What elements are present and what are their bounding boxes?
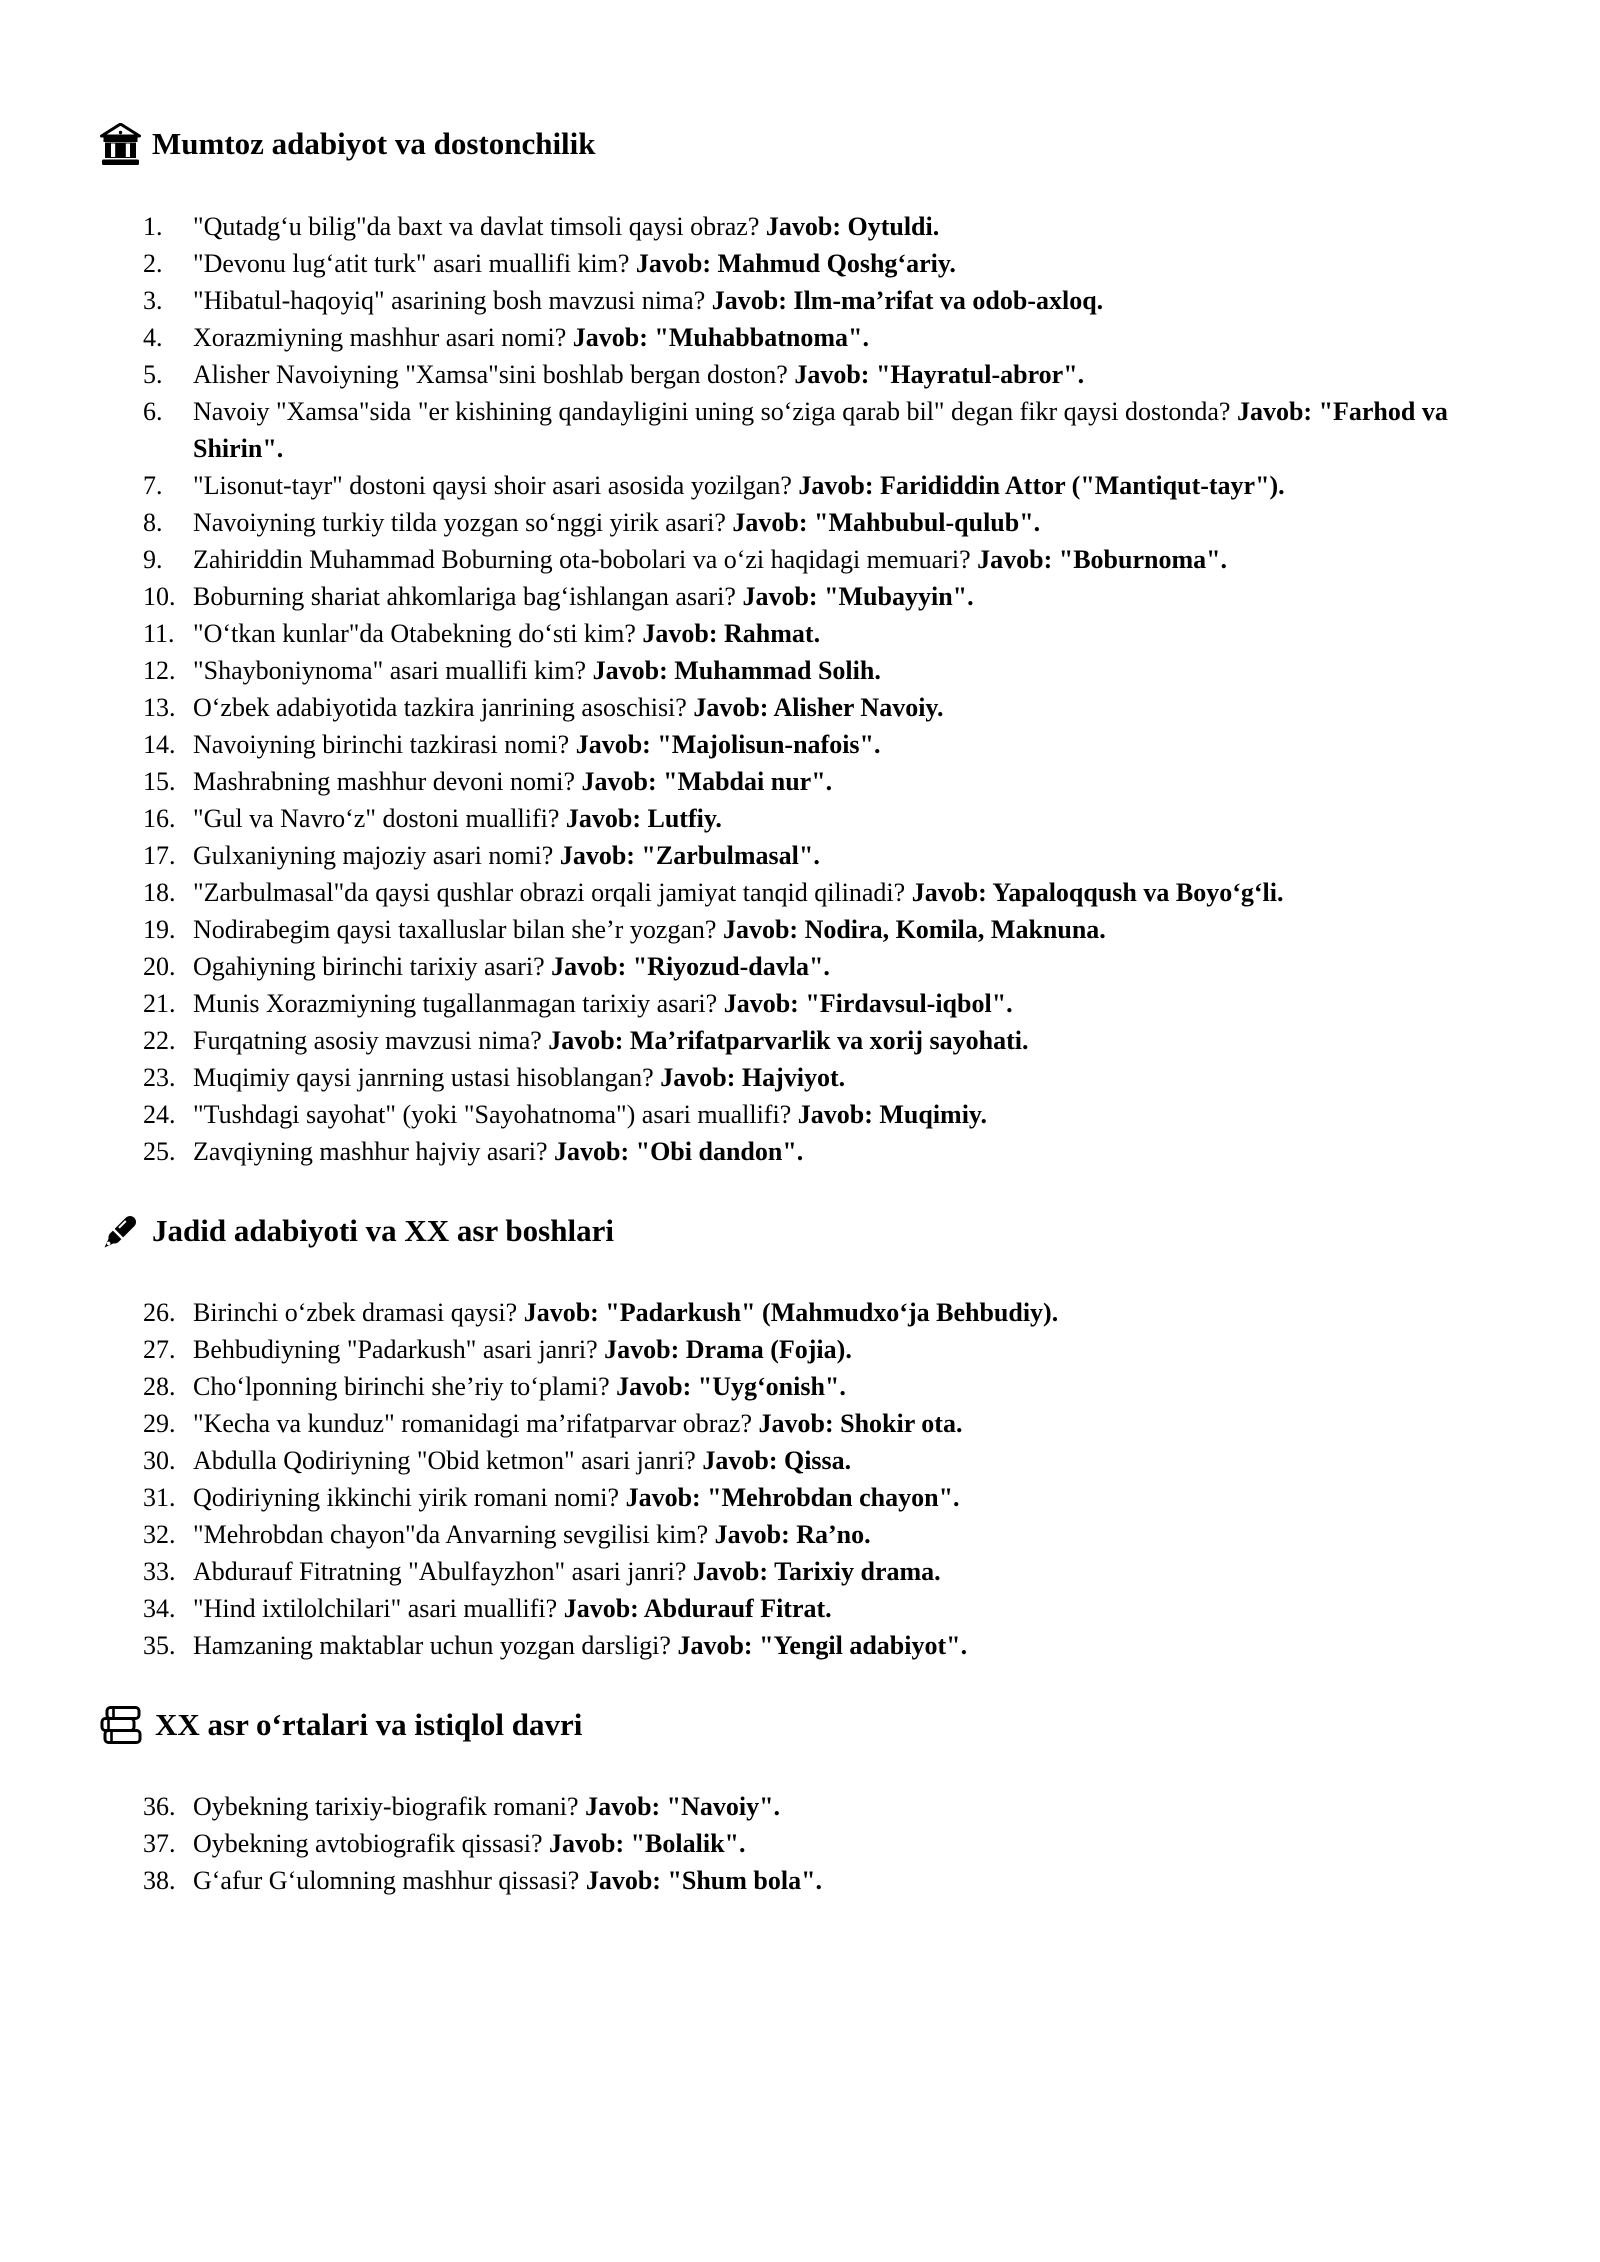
answer-text: Javob: Tarixiy drama. — [692, 1557, 941, 1586]
item-number: 24. — [143, 1100, 176, 1129]
item-number: 9. — [143, 545, 163, 574]
item-number: 31. — [143, 1483, 176, 1512]
answer-text: Javob: Oytuldi. — [765, 212, 940, 241]
answer-text: Javob: "Mubayyin". — [742, 582, 974, 611]
answer-text: Javob: Lutfiy. — [565, 804, 722, 833]
pen-icon — [100, 1211, 141, 1252]
question-text: Alisher Navoiyning "Xamsa"sini boshlab bergan doston? — [193, 360, 795, 389]
item-number: 25. — [143, 1137, 176, 1166]
list-item — [143, 1788, 1533, 1825]
qa-list — [143, 208, 1533, 1170]
answer-text: Javob: Shokir ota. — [758, 1409, 963, 1438]
list-item — [143, 1022, 1533, 1059]
list-item — [143, 1294, 1533, 1331]
museum-icon — [100, 123, 141, 166]
question-text: Navoiyning birinchi tazkirasi nomi? — [193, 730, 576, 759]
item-number: 38. — [143, 1866, 176, 1895]
answer-text: Javob: Yapaloqqush va Boyo‘g‘li. — [911, 878, 1284, 907]
list-item — [143, 874, 1533, 911]
list-item — [143, 1825, 1533, 1862]
list-item — [143, 763, 1533, 800]
question-text: Hamzaning maktablar uchun yozgan darsligi? — [193, 1631, 678, 1660]
list-item — [143, 652, 1533, 689]
item-number: 4. — [143, 323, 163, 352]
answer-text: Javob: "Padarkush" (Mahmudxo‘ja Behbudiy). — [523, 1298, 1059, 1327]
list-item — [143, 800, 1533, 837]
item-number: 1. — [143, 212, 163, 241]
question-text: Xorazmiyning mashhur asari nomi? — [193, 323, 573, 352]
item-number: 2. — [143, 249, 163, 278]
answer-text: Javob: "Muhabbatnoma". — [572, 323, 869, 352]
item-number: 13. — [143, 693, 176, 722]
list-item — [143, 1059, 1533, 1096]
answer-text: Javob: "Mabdai nur". — [581, 767, 833, 796]
item-number: 37. — [143, 1829, 176, 1858]
item-number: 21. — [143, 989, 176, 1018]
question-text: Muqimiy qaysi janrning ustasi hisoblangan? — [193, 1063, 661, 1092]
books-icon — [100, 1705, 144, 1746]
list-item — [143, 1096, 1533, 1133]
question-text: Ogahiyning birinchi tarixiy asari? — [193, 952, 552, 981]
qa-list — [143, 1294, 1533, 1664]
list-item — [143, 1627, 1533, 1664]
list-item — [143, 948, 1533, 985]
section-header — [100, 123, 1540, 166]
list-item — [143, 541, 1533, 578]
question-text: "Gul va Navro‘z" dostoni muallifi? — [193, 804, 566, 833]
answer-text: Javob: Abdurauf Fitrat. — [563, 1594, 832, 1623]
question-text: "Zarbulmasal"da qaysi qushlar obrazi orqali jamiyat tanqid qilinadi? — [193, 878, 912, 907]
question-text: Oybekning tarixiy-biografik romani? — [193, 1792, 586, 1821]
question-text: Mashrabning mashhur devoni nomi? — [193, 767, 582, 796]
section-header — [100, 1705, 1540, 1746]
item-number: 10. — [143, 582, 176, 611]
answer-text: Javob: "Navoiy". — [585, 1792, 781, 1821]
question-text: Birinchi o‘zbek dramasi qaysi? — [193, 1298, 524, 1327]
question-text: Zahiriddin Muhammad Boburning ota-bobolari va o‘zi haqidagi memuari? — [193, 545, 978, 574]
list-item — [143, 1590, 1533, 1627]
answer-text: Javob: "Shum bola". — [585, 1866, 823, 1895]
answer-text: Javob: Ra’no. — [714, 1520, 871, 1549]
answer-text: Javob: "Majolisun-nafois". — [575, 730, 881, 759]
item-number: 12. — [143, 656, 176, 685]
item-number: 26. — [143, 1298, 176, 1327]
answer-text: Javob: Muqimiy. — [797, 1100, 987, 1129]
answer-text: Javob: "Yengil adabiyot". — [677, 1631, 968, 1660]
item-number: 5. — [143, 360, 163, 389]
item-number: 6. — [143, 397, 163, 426]
answer-text: Javob: "Farhod va Shirin". — [193, 397, 1448, 463]
list-item — [143, 1479, 1533, 1516]
question-text: Zavqiyning mashhur hajviy asari? — [193, 1137, 555, 1166]
answer-text: Javob: "Hayratul-abror". — [794, 360, 1085, 389]
answer-text: Javob: "Boburnoma". — [977, 545, 1228, 574]
list-item — [143, 689, 1533, 726]
item-number: 33. — [143, 1557, 176, 1586]
list-item — [143, 578, 1533, 615]
list-item — [143, 615, 1533, 652]
item-number: 16. — [143, 804, 176, 833]
item-number: 29. — [143, 1409, 176, 1438]
answer-text: Javob: Qissa. — [702, 1446, 852, 1475]
item-number: 35. — [143, 1631, 176, 1660]
item-number: 3. — [143, 286, 163, 315]
section-istiqlol — [100, 1705, 1540, 1899]
answer-text: Javob: "Riyozud-davla". — [551, 952, 830, 981]
question-text: G‘afur G‘ulomning mashhur qissasi? — [193, 1866, 586, 1895]
item-number: 36. — [143, 1792, 176, 1821]
question-text: Nodirabegim qaysi taxalluslar bilan she’r yozgan? — [193, 915, 723, 944]
question-text: "Devonu lug‘atit turk" asari muallifi kim? — [193, 249, 636, 278]
question-text: "O‘tkan kunlar"da Otabekning do‘sti kim? — [193, 619, 643, 648]
answer-text: Javob: Farididdin Attor ("Mantiqut-tayr"). — [798, 471, 1285, 500]
list-item — [143, 837, 1533, 874]
list-item — [143, 1516, 1533, 1553]
item-number: 14. — [143, 730, 176, 759]
question-text: "Lisonut-tayr" dostoni qaysi shoir asari asosida yozilgan? — [193, 471, 799, 500]
item-number: 32. — [143, 1520, 176, 1549]
question-text: Behbudiyning "Padarkush" asari janri? — [193, 1335, 605, 1364]
list-item — [143, 1442, 1533, 1479]
question-text: "Shayboniynoma" asari muallifi kim? — [193, 656, 593, 685]
list-item — [143, 1368, 1533, 1405]
list-item — [143, 467, 1533, 504]
item-number: 19. — [143, 915, 176, 944]
question-text: Gulxaniyning majoziy asari nomi? — [193, 841, 560, 870]
list-item — [143, 356, 1533, 393]
section-mumtoz — [100, 123, 1540, 1170]
answer-text: Javob: Hajviyot. — [660, 1063, 846, 1092]
question-text: Navoiy "Xamsa"sida "er kishining qandayligini uning so‘ziga qarab bil" degan fikr qaysi dostonda? — [193, 397, 1237, 426]
list-item — [143, 1331, 1533, 1368]
list-item — [143, 726, 1533, 763]
question-text: "Qutadg‘u bilig"da baxt va davlat timsoli qaysi obraz? — [193, 212, 766, 241]
question-text: "Hibatul-haqoyiq" asarining bosh mavzusi nima? — [193, 286, 712, 315]
list-item — [143, 1553, 1533, 1590]
item-number: 20. — [143, 952, 176, 981]
section-title: Jadid adabiyoti va XX asr boshlari — [152, 1213, 614, 1249]
answer-text: Javob: "Zarbulmasal". — [559, 841, 820, 870]
answer-text: Javob: "Mehrobdan chayon". — [625, 1483, 960, 1512]
answer-text: Javob: Mahmud Qoshg‘ariy. — [635, 249, 956, 278]
list-item — [143, 504, 1533, 541]
question-text: "Tushdagi sayohat" (yoki "Sayohatnoma") asari muallifi? — [193, 1100, 798, 1129]
answer-text: Javob: "Mahbubul-qulub". — [732, 508, 1041, 537]
item-number: 28. — [143, 1372, 176, 1401]
answer-text: Javob: "Uyg‘onish". — [616, 1372, 846, 1401]
list-item — [143, 208, 1533, 245]
question-text: Qodiriyning ikkinchi yirik romani nomi? — [193, 1483, 626, 1512]
list-item — [143, 911, 1533, 948]
item-number: 22. — [143, 1026, 176, 1055]
answer-text: Javob: "Obi dandon". — [554, 1137, 804, 1166]
list-item — [143, 1862, 1533, 1899]
section-title: XX asr o‘rtalari va istiqlol davri — [155, 1707, 583, 1743]
question-text: "Hind ixtilolchilari" asari muallifi? — [193, 1594, 564, 1623]
answer-text: Javob: Drama (Fojia). — [604, 1335, 852, 1364]
question-text: Oybekning avtobiografik qissasi? — [193, 1829, 549, 1858]
question-text: Abdulla Qodiriyning "Obid ketmon" asari janri? — [193, 1446, 703, 1475]
question-text: Furqatning asosiy mavzusi nima? — [193, 1026, 549, 1055]
item-number: 15. — [143, 767, 176, 796]
list-item — [143, 1405, 1533, 1442]
item-number: 27. — [143, 1335, 176, 1364]
answer-text: Javob: Muhammad Solih. — [592, 656, 881, 685]
question-text: "Kecha va kunduz" romanidagi ma’rifatparvar obraz? — [193, 1409, 759, 1438]
question-text: Cho‘lponning birinchi she’riy to‘plami? — [193, 1372, 617, 1401]
answer-text: Javob: Rahmat. — [642, 619, 821, 648]
item-number: 7. — [143, 471, 163, 500]
item-number: 34. — [143, 1594, 176, 1623]
question-text: O‘zbek adabiyotida tazkira janrining asoschisi? — [193, 693, 694, 722]
answer-text: Javob: "Bolalik". — [549, 1829, 746, 1858]
answer-text: Javob: Ma’rifatparvarlik va xorij sayohati. — [548, 1026, 1029, 1055]
answer-text: Javob: "Firdavsul-iqbol". — [723, 989, 1013, 1018]
question-text: Munis Xorazmiyning tugallanmagan tarixiy asari? — [193, 989, 724, 1018]
item-number: 30. — [143, 1446, 176, 1475]
question-text: "Mehrobdan chayon"da Anvarning sevgilisi kim? — [193, 1520, 715, 1549]
item-number: 8. — [143, 508, 163, 537]
section-jadid — [100, 1211, 1540, 1664]
list-item — [143, 282, 1533, 319]
item-number: 23. — [143, 1063, 176, 1092]
answer-text: Javob: Nodira, Komila, Maknuna. — [722, 915, 1106, 944]
answer-text: Javob: Ilm-ma’rifat va odob-axloq. — [711, 286, 1104, 315]
item-number: 17. — [143, 841, 176, 870]
qa-list — [143, 1788, 1533, 1899]
section-header — [100, 1211, 1540, 1252]
list-item — [143, 1133, 1533, 1170]
question-text: Abdurauf Fitratning "Abulfayzhon" asari janri? — [193, 1557, 693, 1586]
item-number: 18. — [143, 878, 176, 907]
answer-text: Javob: Alisher Navoiy. — [693, 693, 944, 722]
list-item — [143, 985, 1533, 1022]
list-item — [143, 245, 1533, 282]
list-item — [143, 319, 1533, 356]
section-title: Mumtoz adabiyot va dostonchilik — [152, 126, 596, 162]
list-item — [143, 393, 1533, 467]
question-text: Navoiyning turkiy tilda yozgan so‘nggi yirik asari? — [193, 508, 733, 537]
question-text: Boburning shariat ahkomlariga bag‘ishlangan asari? — [193, 582, 743, 611]
item-number: 11. — [143, 619, 175, 648]
